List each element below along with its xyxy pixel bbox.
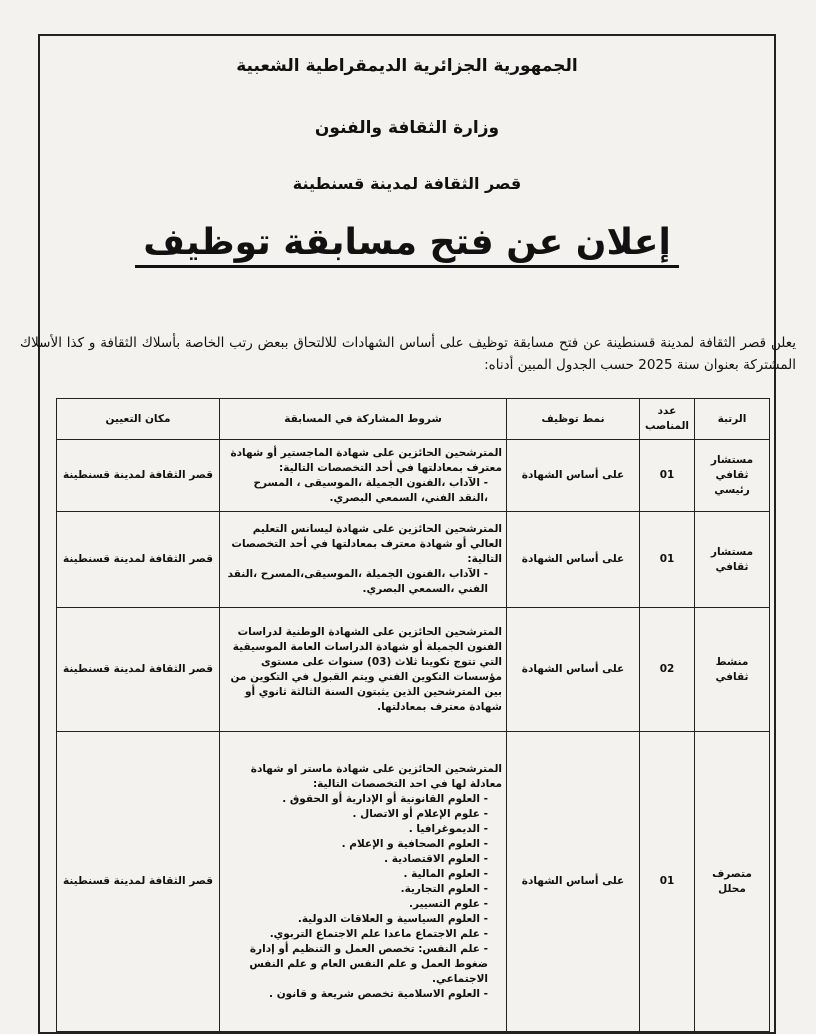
positions-table (56, 398, 770, 1032)
list-item: - العلوم السياسية و العلاقات الدولية. (224, 912, 488, 927)
place-cell: قصر الثقافة لمدينة قسنطينة (57, 440, 220, 512)
conditions-intro: المترشحين الحائزين على شهادة ماستر او شهادة معادلة لها في احد التخصصات التالية: (250, 762, 502, 790)
list-item: - العلوم الاسلامية تخصص شريعة و قانون . (224, 987, 488, 1002)
list-item: - الآداب ،الفنون الجميلة ،الموسيقى ، المسرح ،النقد الفني، السمعي البصري. (224, 476, 488, 506)
list-item: - علم النفس: تخصص العمل و التنظيم أو إدارة ضغوط العمل و علم النفس العام و علم النفس الاجتماعي. (224, 942, 488, 987)
count-cell: 01 (640, 440, 695, 512)
intro-paragraph: يعلن قصر الثقافة لمدينة قسنطينة عن فتح مسابقة توظيف على أساس الشهادات للالتحاق ببعض رتب الخاصة بأسلاك الثقافة و كذا الأسلاك المشتركة بعنوان سنة 2025 حسب الجدول المبين أدناه: (20, 334, 796, 373)
grade-cell: مستشار ثقافي رئيسي (695, 440, 770, 512)
count-cell: 01 (640, 732, 695, 1032)
mode-cell: على أساس الشهادة (507, 440, 640, 512)
conditions-cell (220, 440, 507, 512)
table-row (57, 732, 770, 1032)
conditions-intro: المترشحين الحائزين على الشهادة الوطنية لدراسات الفنون الجميلة أو شهادة الدراسات العامة الموسيقية التي تتوج تكوينا ثلاث (03) سنوات على مستوى مؤسسات التكوين الفني ويتم القبول في التكوين من بين المترشحين الذين يثبتون السنة الثالثة ثانوي أو شهادة معترف بمعادلتها. (230, 625, 502, 713)
conditions-cell (220, 732, 507, 1032)
institution-heading: قصر الثقافة لمدينة قسنطينة (292, 174, 522, 193)
count-cell: 02 (640, 608, 695, 732)
place-cell: قصر الثقافة لمدينة قسنطينة (57, 512, 220, 608)
announcement-title (40, 222, 774, 263)
mode-cell: على أساس الشهادة (507, 608, 640, 732)
conditions-intro: المترشحين الحائزين على شهادة ليسانس التعليم العالي أو شهادة معترف بمعادلتها في أحد التخصصات التالية: (231, 523, 502, 565)
list-item: - الديموغرافيا . (224, 822, 488, 837)
list-item: - علم الاجتماع ماعدا علم الاجتماع التربوي. (224, 927, 488, 942)
header-count: عدد المناصب (640, 399, 695, 440)
table-row (57, 440, 770, 512)
announcement-frame (20, 34, 796, 1034)
list-item: - علوم التسيير. (224, 897, 488, 912)
grade-cell: متصرف محلل (695, 732, 770, 1032)
conditions-list (224, 476, 502, 506)
list-item: - الآداب ،الفنون الجميلة ،الموسيقى،المسرح ،النقد الفني ،السمعي البصري. (224, 567, 488, 597)
header-grade: الرتبة (695, 399, 770, 440)
ministry-heading: وزارة الثقافة والفنون (314, 118, 500, 138)
list-item: - العلوم الاقتصادية . (224, 852, 488, 867)
table-row (57, 512, 770, 608)
list-item: - العلوم المالية . (224, 867, 488, 882)
list-item: - علوم الإعلام أو الاتصال . (224, 807, 488, 822)
conditions-list (224, 567, 502, 597)
header-conditions: شروط المشاركة في المسابقة (220, 399, 507, 440)
grade-cell: مستشار ثقافي (695, 512, 770, 608)
table-header-row (57, 399, 770, 440)
conditions-cell (220, 608, 507, 732)
table-row (57, 608, 770, 732)
place-cell: قصر الثقافة لمدينة قسنطينة (57, 608, 220, 732)
conditions-intro: المترشحين الحائزين على شهادة الماجستير أو شهادة معترف بمعادلتها في أحد التخصصات التالية: (230, 446, 502, 474)
place-cell: قصر الثقافة لمدينة قسنطينة (57, 732, 220, 1032)
count-cell: 01 (640, 512, 695, 608)
header-place: مكان التعيين (57, 399, 220, 440)
list-item: - العلوم القانونية أو الإدارية أو الحقوق . (224, 792, 488, 807)
republic-heading: الجمهورية الجزائرية الديمقراطية الشعبية (236, 56, 578, 76)
list-item: - العلوم الصحافية و الإعلام . (224, 837, 488, 852)
conditions-list (224, 792, 502, 1002)
mode-cell: على أساس الشهادة (507, 732, 640, 1032)
header-mode: نمط توظيف (507, 399, 640, 440)
announcement-title-text: إعلان عن فتح مسابقة توظيف (135, 222, 679, 268)
mode-cell: على أساس الشهادة (507, 512, 640, 608)
grade-cell: منشط ثقافي (695, 608, 770, 732)
list-item: - العلوم التجارية. (224, 882, 488, 897)
conditions-cell (220, 512, 507, 608)
